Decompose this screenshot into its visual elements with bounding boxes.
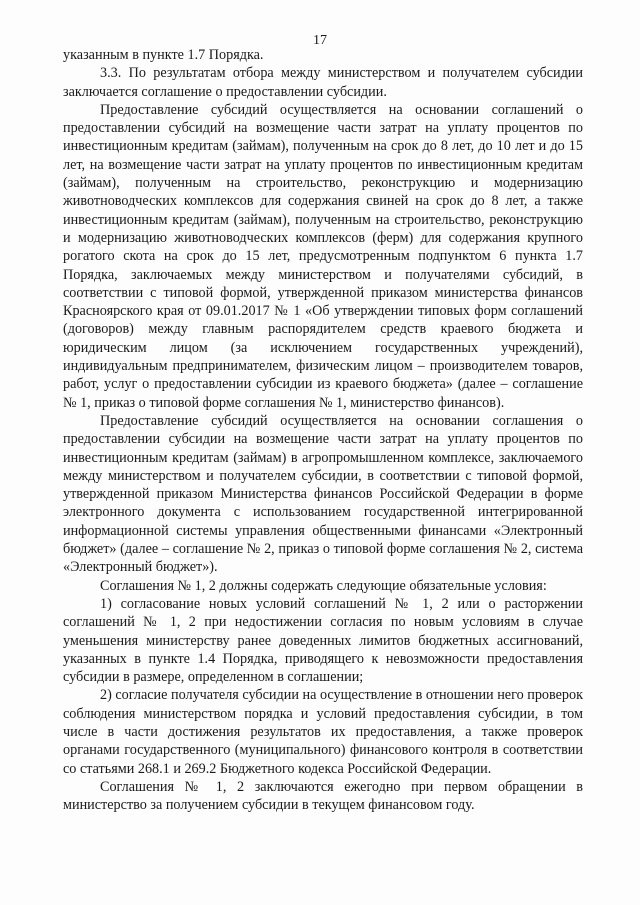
page-number: 17 (313, 33, 327, 48)
paragraph-continuation: указанным в пункте 1.7 Порядка. (63, 47, 264, 63)
paragraph-3-3: 3.3. По результатам отбора между министерством и получателем субсидии заключается соглашение о предоставлении субсидии. (63, 65, 583, 100)
paragraph-annual-agreement: Соглашения № 1, 2 заключаются ежегодно при первом обращении в министерство за получением субсидии в текущем финансовом году. (63, 778, 583, 814)
paragraph-agreement-2: Предоставление субсидий осуществляется на основании соглашения о предоставлении субсидии на возмещение части затрат на уплату процентов по инвестиционным кредитам (займам) в агропромышленном комплексе, заключаемого между министерством и получателем субсидии, в соответствии с типовой формой, утвержденной приказом Министерства финансов Российской Федерации в форме электронного документа с использованием государственной интегрированной информационной системы управления общественными финансами «Электронный бюджет» (далее – соглашение № 2, приказ о типовой форме соглашения № 2, система «Электронный бюджет»). (63, 412, 583, 576)
paragraph-mandatory-conditions: Соглашения № 1, 2 должны содержать следующие обязательные условия: (100, 577, 547, 594)
paragraph-agreement-1: Предоставление субсидий осуществляется на основании соглашений о предоставлении субсидий на возмещение части затрат на уплату процентов по инвестиционным кредитам (займам), полученным на срок до 8 лет, до 10 лет и до 15 лет, на возмещение части затрат на уплату процентов по инвестиционным кредитам (займам), полученным на строительство, реконструкцию и модернизацию животноводческих комплексов для содержания свиней на срок до 8 лет, а также инвестиционным кредитам (займам), полученным на строительство, реконструкцию и модернизацию животноводческих комплексов (ферм) для содержания крупного рогатого скота на срок до 15 лет, предусмотренным подпунктом 6 пункта 1.7 Порядка, заключаемых между министерством и получателями субсидий, в соответствии с типовой формой, утвержденной приказом министерства финансов Красноярского края от 09.01.2017 № 1 «Об утверждении типовых форм соглашений (договоров) между главным распорядителем средств краевого бюджета и юридическим лицом (за исключением государственных учреждений), индивидуальным предпринимателем, физическим лицом – производителем товаров, работ, услуг о предоставлении субсидии из краевого бюджета» (далее – соглашение № 1, приказ о типовой форме соглашения № 1, министерство финансов). (63, 101, 583, 411)
document-body (63, 46, 583, 814)
paragraph-condition-1: 1) согласование новых условий соглашений № 1, 2 или о расторжении соглашений № 1, 2 при недостижении согласия по новым условиям в случае уменьшения министерству ранее доведенных лимитов бюджетных ассигнований, указанных в пункте 1.4 Порядка, приводящего к невозможности предоставления субсидии в размере, определенном в соглашении; (63, 595, 583, 686)
paragraph-condition-2: 2) согласие получателя субсидии на осуществление в отношении него проверок соблюдения министерством порядка и условий предоставления субсидии, в том числе в части достижения результатов их предоставления, а также проверок органами государственного (муниципального) финансового контроля в соответствии со статьями 268.1 и 269.2 Бюджетного кодекса Российской Федерации. (63, 687, 583, 777)
